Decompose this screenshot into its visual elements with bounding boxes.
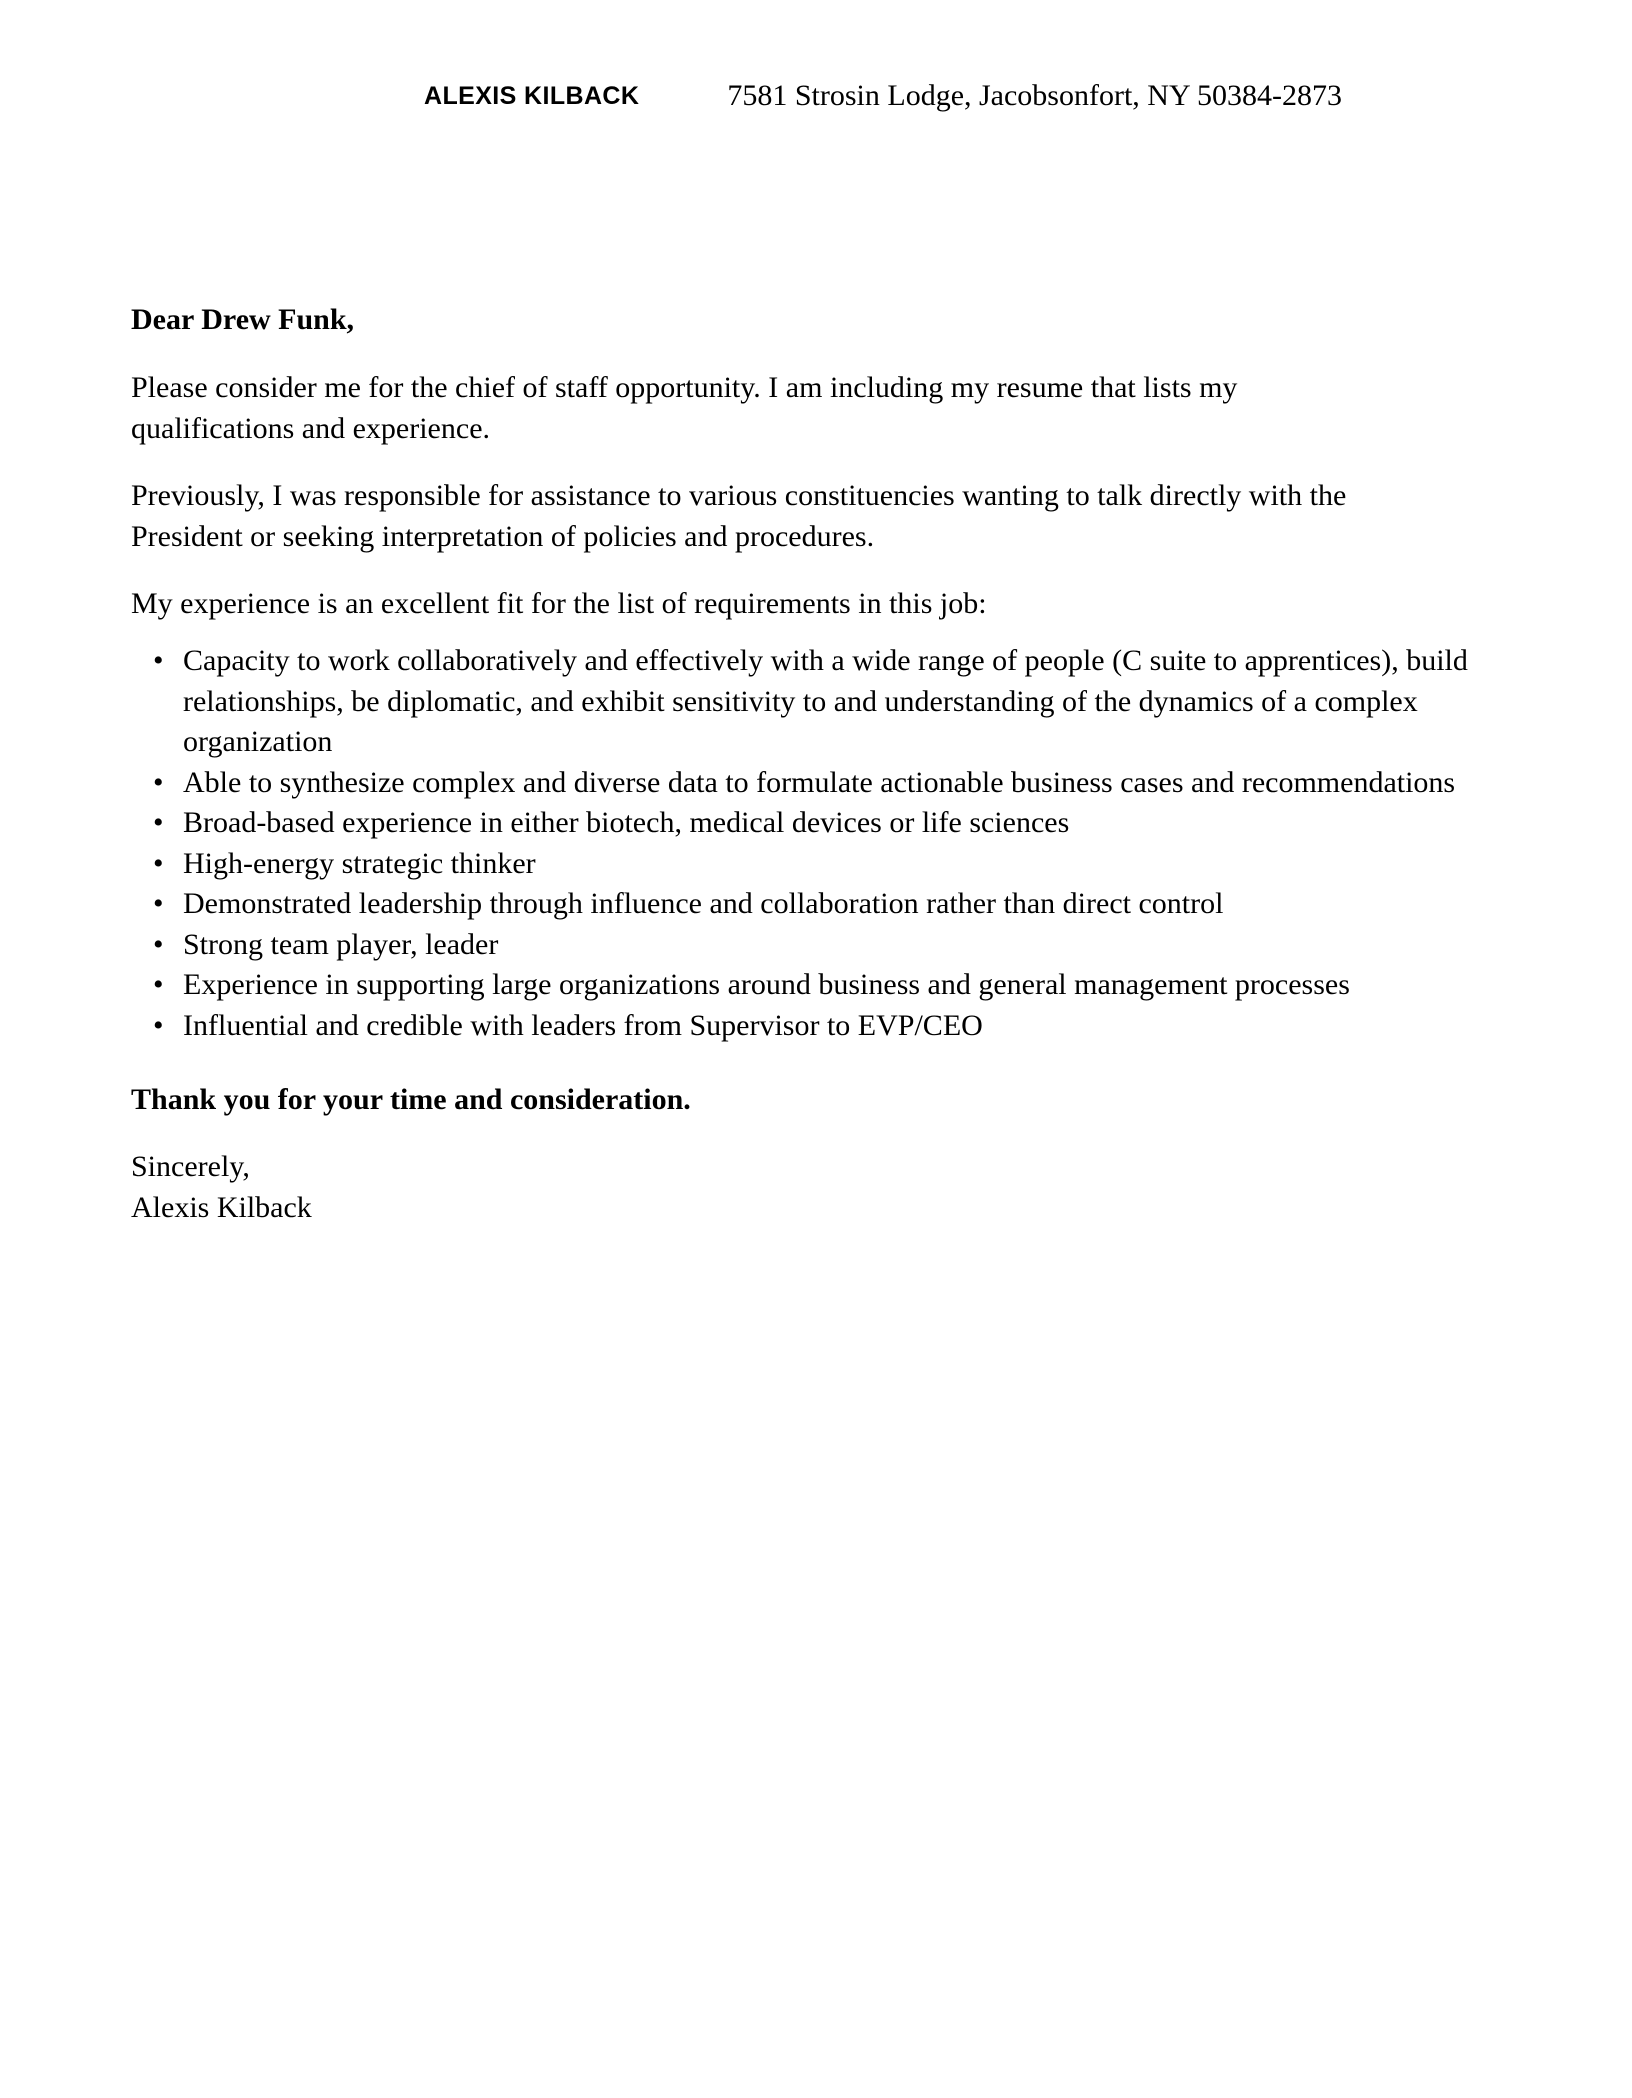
bullet-icon: • [153, 765, 164, 799]
bullet-icon: • [153, 927, 164, 961]
closing-thanks: Thank you for your time and consideration. [131, 1083, 691, 1116]
list-item [131, 844, 1483, 885]
sender-address: 7581 Strosin Lodge, Jacobsonfort, NY 50384-2873 [727, 79, 1343, 112]
bullet-icon: • [153, 846, 164, 880]
salutation: Dear Drew Funk, [131, 303, 355, 336]
list-item-text: Broad-based experience in either biotech, medical devices or life sciences [183, 806, 1070, 839]
sender-name: ALEXIS KILBACK [424, 82, 640, 110]
list-item-text: Strong team player, leader [183, 927, 499, 961]
list-item-text: Influential and credible with leaders from Supervisor to EVP/CEO [183, 1008, 983, 1042]
letterhead [0, 78, 1632, 112]
bullet-icon: • [153, 968, 164, 1001]
list-item [131, 763, 1483, 804]
bullet-icon: • [153, 806, 164, 839]
bullet-icon: • [153, 1008, 164, 1042]
signer-name: Alexis Kilback [131, 1191, 312, 1224]
list-item [131, 925, 1483, 966]
list-item-text: Able to synthesize complex and diverse data to formulate actionable business cases and recommendations [183, 765, 1456, 799]
list-item [131, 965, 1483, 1006]
list-item-text: Demonstrated leadership through influence and collaboration rather than direct control [183, 887, 1224, 920]
signature-block [131, 1146, 1486, 1228]
list-item-text: High-energy strategic thinker [183, 846, 536, 880]
bullet-icon: • [153, 887, 164, 920]
requirements-lead-in: My experience is an excellent fit for the list of requirements in this job: [131, 587, 987, 620]
list-item [131, 884, 1483, 925]
bullet-icon: • [153, 644, 164, 677]
requirements-list [131, 641, 1486, 1046]
list-item-text: Experience in supporting large organizations around business and general management processes [183, 968, 1350, 1001]
list-item [131, 641, 1483, 763]
list-item-text: Capacity to work collaboratively and effectively with a wide range of people (C suite to apprentices), build relationships, be diplomatic, and exhibit sensitivity to and understanding of the dynamics of a complex organization [183, 644, 1468, 758]
list-item [131, 1006, 1483, 1047]
valediction: Sincerely, [131, 1150, 250, 1183]
list-item [131, 803, 1483, 844]
letter-body [131, 300, 1486, 1228]
paragraph-intro: Please consider me for the chief of staff opportunity. I am including my resume that lists my qualifications and experience. [131, 371, 1238, 445]
paragraph-previous-role: Previously, I was responsible for assistance to various constituencies wanting to talk directly with the President or seeking interpretation of policies and procedures. [131, 479, 1347, 553]
